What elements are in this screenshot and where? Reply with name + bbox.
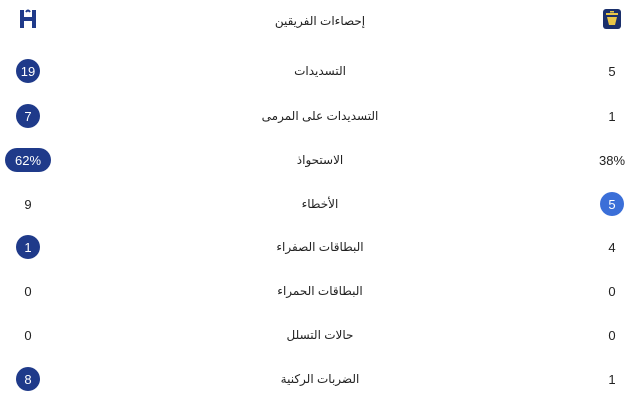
stat-label-corners: الضربات الركنية <box>280 372 360 386</box>
away-team-logo <box>588 6 636 36</box>
home-fouls-value: 9 <box>24 196 32 212</box>
stat-label-yellow-cards: البطاقات الصفراء <box>276 240 364 254</box>
home-shots-on-target-value: 7 <box>16 104 40 128</box>
stat-row-corners <box>0 364 640 394</box>
stats-header-row <box>0 6 640 36</box>
stat-label-fouls: الأخطاء <box>301 197 339 211</box>
away-corners-value: 1 <box>608 371 616 387</box>
home-offsides-value: 0 <box>24 327 32 343</box>
stats-title: إحصاءات الفريقين <box>274 14 366 28</box>
home-possession-value: 62% <box>5 148 51 172</box>
home-team-logo <box>4 6 52 36</box>
away-yellow-cards-value: 4 <box>608 239 616 255</box>
home-corners-value: 8 <box>16 367 40 391</box>
stat-label-offsides: حالات التسلل <box>286 328 354 342</box>
stat-row-yellow-cards <box>0 232 640 262</box>
away-shots-on-target-value: 1 <box>608 108 616 124</box>
stat-label-shots-on-target: التسديدات على المرمى <box>261 109 379 123</box>
away-possession-value: 38% <box>598 152 626 168</box>
away-red-cards-value: 0 <box>608 283 616 299</box>
stat-label-possession: الاستحواذ <box>296 153 344 167</box>
stat-label-shots: التسديدات <box>294 64 346 78</box>
home-yellow-cards-value: 1 <box>16 235 40 259</box>
stat-row-fouls <box>0 189 640 219</box>
stat-row-red-cards <box>0 276 640 306</box>
home-red-cards-value: 0 <box>24 283 32 299</box>
home-shots-value: 19 <box>16 59 40 83</box>
stat-row-shots-on-target <box>0 101 640 131</box>
away-shots-value: 5 <box>608 63 616 79</box>
stat-row-offsides <box>0 320 640 350</box>
away-offsides-value: 0 <box>608 327 616 343</box>
away-fouls-value: 5 <box>600 192 624 216</box>
stat-row-possession <box>0 145 640 175</box>
shield-crest-icon <box>601 7 623 36</box>
stat-row-shots <box>0 56 640 86</box>
alhilal-crest-icon <box>17 7 39 36</box>
stat-label-red-cards: البطاقات الحمراء <box>277 284 363 298</box>
